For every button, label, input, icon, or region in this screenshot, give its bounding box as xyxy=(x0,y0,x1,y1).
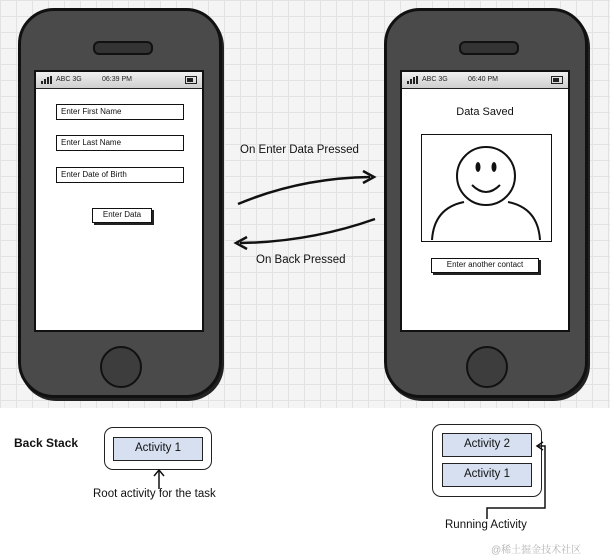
activity-2: Activity 2 xyxy=(442,433,532,457)
enter-data-button[interactable]: Enter Data xyxy=(92,208,152,223)
running-activity-pointer xyxy=(478,438,548,520)
data-saved-title: Data Saved xyxy=(456,106,514,118)
back-transition-label: On Back Pressed xyxy=(256,254,346,266)
carrier-label: ABC 3G xyxy=(56,76,82,83)
back-arrow xyxy=(240,219,375,243)
activity-1: Activity 1 xyxy=(113,437,203,461)
carrier-label: ABC 3G xyxy=(422,76,448,83)
forward-transition-label: On Enter Data Pressed xyxy=(240,144,359,156)
watermark: @稀土掘金技术社区 xyxy=(491,545,582,556)
root-task-stack xyxy=(104,427,212,470)
enter-another-contact-button[interactable]: Enter another contact xyxy=(431,258,539,273)
clock: 06:39 PM xyxy=(102,76,132,83)
clock: 06:40 PM xyxy=(468,76,498,83)
date-of-birth-field[interactable]: Enter Date of Birth xyxy=(56,167,184,183)
back-stack-title: Back Stack xyxy=(14,436,79,450)
root-activity-pointer xyxy=(152,468,166,490)
forward-arrow xyxy=(238,177,370,204)
root-activity-caption: Root activity for the task xyxy=(93,488,216,500)
last-name-field[interactable]: Enter Last Name xyxy=(56,135,184,151)
activity-1: Activity 1 xyxy=(442,463,532,487)
first-name-field[interactable]: Enter First Name xyxy=(56,104,184,120)
running-activity-caption: Running Activity xyxy=(445,519,527,531)
